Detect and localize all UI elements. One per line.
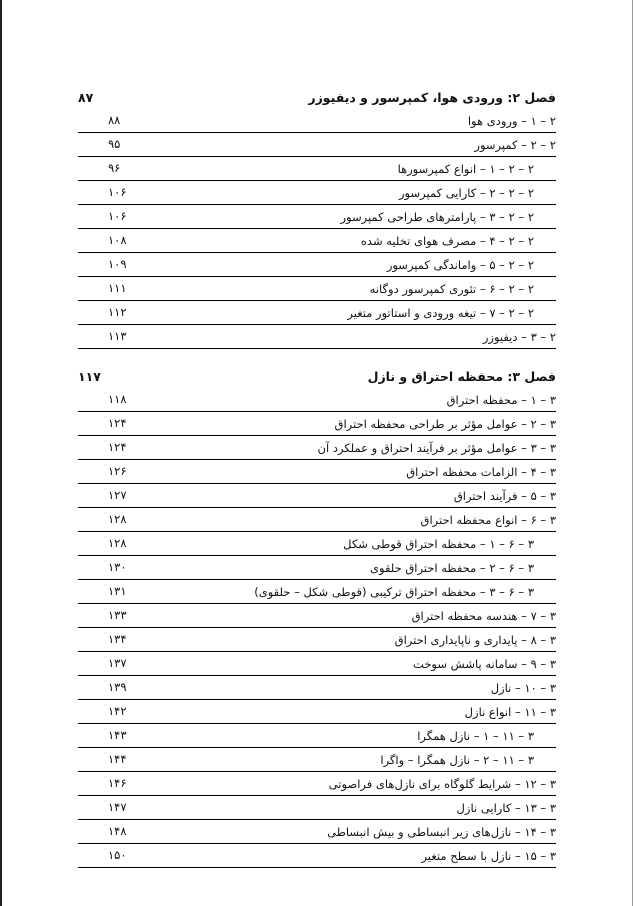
page-number: ۱۲۶ bbox=[108, 464, 127, 478]
page-number: ۹۶ bbox=[108, 161, 121, 175]
toc-chapter-row bbox=[78, 365, 556, 388]
toc-entry-row bbox=[78, 436, 556, 460]
entry-title: ۳ – ۱ – محفظه احتراق bbox=[446, 392, 556, 407]
entry-title: ۲ – ۲ – ۵ – واماندگی کمپرسور bbox=[387, 258, 556, 272]
entry-title: ۳ – ۶ – ۲ – محفظه احتراق حلقوی bbox=[370, 561, 556, 575]
page-number: ۱۴۸ bbox=[108, 824, 127, 838]
page-number: ۱۳۴ bbox=[108, 632, 127, 646]
entry-title: ۲ – ۲ – ۱ – انواع کمپرسورها bbox=[398, 162, 556, 176]
page-number: ۸۷ bbox=[78, 90, 94, 105]
toc-entry-row bbox=[78, 652, 556, 676]
toc-entry-row bbox=[78, 325, 556, 349]
page-number: ۱۳۷ bbox=[108, 656, 127, 670]
page-number: ۱۳۹ bbox=[108, 680, 127, 694]
toc-entry-row bbox=[78, 580, 556, 604]
page-number: ۱۴۷ bbox=[108, 800, 127, 814]
toc-entry-row bbox=[78, 109, 556, 133]
page-number: ۱۱۸ bbox=[108, 392, 127, 406]
toc-entry-row bbox=[78, 748, 556, 772]
entry-title: ۳ – ۱۵ – نازل با سطح متغیر bbox=[421, 848, 556, 863]
entry-title: ۳ – ۱۳ – کارایی نازل bbox=[456, 800, 556, 815]
entry-title: ۳ – ۱۱ – ۲ – نازل همگرا – واگرا bbox=[380, 753, 556, 767]
entry-title: ۳ – ۱۱ – ۱ – نازل همگرا bbox=[417, 729, 556, 743]
toc-entry-row bbox=[78, 676, 556, 700]
page-number: ۱۲۴ bbox=[108, 440, 127, 454]
entry-title: ۳ – ۵ – فرآیند احتراق bbox=[453, 488, 556, 503]
page-number: ۱۰۸ bbox=[108, 233, 127, 247]
toc-entry-row bbox=[78, 700, 556, 724]
toc-entry-row bbox=[78, 820, 556, 844]
entry-title: ۳ – ۱۲ – شرایط گلوگاه برای نازل‌های فراصوتی bbox=[328, 776, 556, 791]
entry-title: ۳ – ۶ – ۱ – محفظه احتراق قوطی شکل bbox=[343, 537, 556, 551]
entry-title: ۲ – ۲ – ۷ – تیغه ورودی و استاتور متغیر bbox=[347, 306, 556, 320]
toc-entry-row bbox=[78, 157, 556, 181]
entry-title: ۲ – ۲ – ۴ – مصرف هوای تخلیه شده bbox=[361, 234, 556, 248]
toc-entry-row bbox=[78, 181, 556, 205]
entry-title: ۳ – ۶ – ۳ – محفظه احتراق ترکیبی (قوطی شکل – حلقوی) bbox=[254, 585, 556, 599]
toc-entry-row bbox=[78, 532, 556, 556]
page-number: ۱۱۱ bbox=[108, 281, 127, 295]
page-number: ۱۲۸ bbox=[108, 536, 127, 550]
chapter-title: فصل ۳: محفظه احتراق و نازل bbox=[367, 369, 556, 384]
entry-title: ۲ – ۲ – ۲ – کارایی کمپرسور bbox=[399, 186, 556, 200]
toc-entry-row bbox=[78, 844, 556, 868]
page-number: ۱۴۴ bbox=[108, 752, 127, 766]
entry-title: ۲ – ۳ – دیفیوزر bbox=[482, 329, 556, 344]
entry-title: ۳ – ۱۱ – انواع نازل bbox=[464, 704, 556, 719]
page-number: ۱۲۸ bbox=[108, 512, 127, 526]
entry-title: ۲ – ۲ – ۳ – پارامترهای طراحی کمپرسور bbox=[340, 210, 556, 224]
page-number: ۱۳۳ bbox=[108, 608, 127, 622]
toc-entry-row bbox=[78, 133, 556, 157]
page-number: ۱۴۳ bbox=[108, 728, 127, 742]
toc-entry-row bbox=[78, 277, 556, 301]
table-of-contents bbox=[78, 86, 556, 868]
entry-title: ۳ – ۴ – الزامات محفظه احتراق bbox=[406, 464, 556, 479]
page-number: ۱۰۹ bbox=[108, 257, 127, 271]
toc-entry-row bbox=[78, 301, 556, 325]
entry-title: ۳ – ۸ – پایداری و ناپایداری احتراق bbox=[394, 632, 556, 647]
entry-title: ۳ – ۳ – عوامل مؤثر بر فرآیند احتراق و عملکرد آن bbox=[317, 440, 556, 455]
toc-entry-row bbox=[78, 628, 556, 652]
entry-title: ۲ – ۱ – ورودی هوا bbox=[467, 113, 556, 128]
page-number: ۱۳۱ bbox=[108, 584, 127, 598]
toc-entry-row bbox=[78, 772, 556, 796]
page-number: ۱۳۰ bbox=[108, 560, 127, 574]
toc-entry-row bbox=[78, 508, 556, 532]
toc-entry-row bbox=[78, 556, 556, 580]
toc-entry-row bbox=[78, 724, 556, 748]
page-number: ۱۵۰ bbox=[108, 848, 127, 862]
toc-chapter-row bbox=[78, 86, 556, 109]
entry-title: ۳ – ۶ – انواع محفظه احتراق bbox=[420, 512, 556, 527]
toc-entry-row bbox=[78, 604, 556, 628]
toc-entry-row bbox=[78, 388, 556, 412]
chapter-title: فصل ۲: ورودی هوا، کمپرسور و دیفیوزر bbox=[308, 90, 556, 105]
page-number: ۱۴۲ bbox=[108, 704, 127, 718]
entry-title: ۳ – ۲ – عوامل مؤثر بر طراحی محفظه احتراق bbox=[334, 416, 556, 431]
page-number: ۱۱۷ bbox=[78, 369, 101, 384]
entry-title: ۳ – ۱۰ – نازل bbox=[490, 680, 556, 695]
toc-entry-row bbox=[78, 412, 556, 436]
entry-title: ۲ – ۲ – کمپرسور bbox=[474, 137, 556, 152]
entry-title: ۲ – ۲ – ۶ – تئوری کمپرسور دوگانه bbox=[370, 282, 556, 296]
page-number: ۱۰۶ bbox=[108, 185, 127, 199]
toc-entry-row bbox=[78, 205, 556, 229]
page-number: ۱۲۴ bbox=[108, 416, 127, 430]
page-number: ۱۰۶ bbox=[108, 209, 127, 223]
page-edge-left bbox=[0, 0, 2, 906]
toc-entry-row bbox=[78, 460, 556, 484]
page-number: ۱۲۷ bbox=[108, 488, 127, 502]
entry-title: ۳ – ۱۴ – نازل‌های زیر انبساطی و بیش انبساطی bbox=[327, 824, 556, 839]
page-number: ۱۴۶ bbox=[108, 776, 127, 790]
entry-title: ۳ – ۹ – سامانه پاشش سوخت bbox=[413, 656, 556, 671]
page-number: ۱۱۲ bbox=[108, 305, 127, 319]
page-number: ۱۱۳ bbox=[108, 329, 127, 343]
toc-entry-row bbox=[78, 253, 556, 277]
page-number: ۸۸ bbox=[108, 113, 121, 127]
toc-entry-row bbox=[78, 796, 556, 820]
toc-entry-row bbox=[78, 229, 556, 253]
toc-entry-row bbox=[78, 484, 556, 508]
entry-title: ۳ – ۷ – هندسه محفظه احتراق bbox=[411, 608, 556, 623]
page-number: ۹۵ bbox=[108, 137, 121, 151]
